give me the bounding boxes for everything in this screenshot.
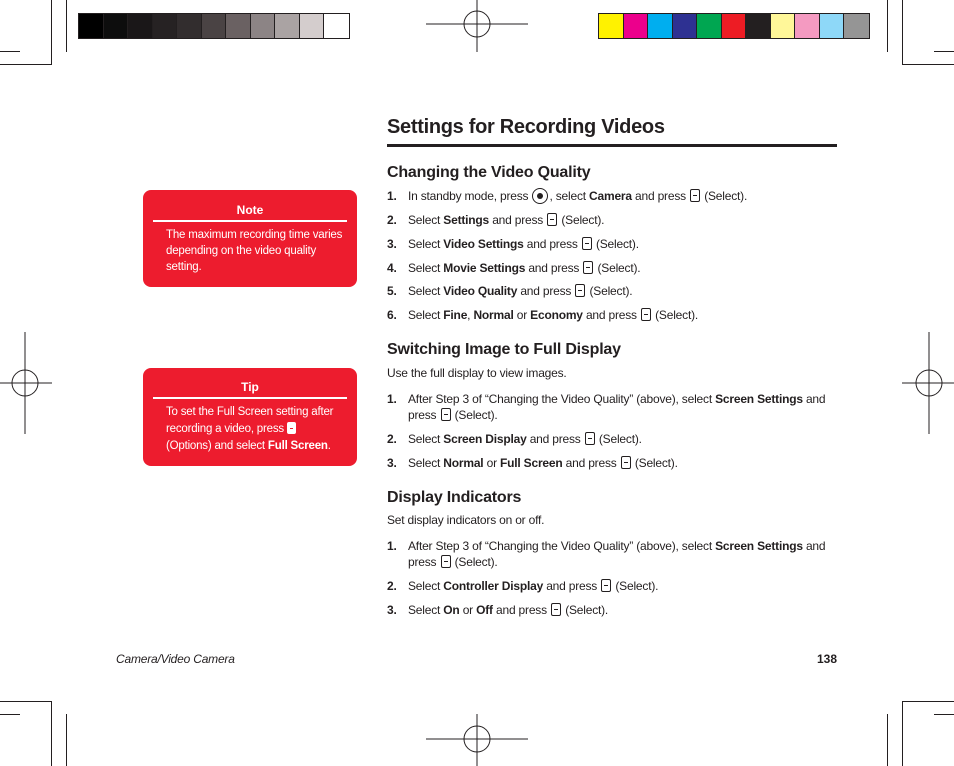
footer-section-name: Camera/Video Camera xyxy=(116,652,235,666)
color-swatch xyxy=(251,14,276,38)
color-swatch xyxy=(128,14,153,38)
color-swatch xyxy=(746,14,771,38)
section-intro: Use the full display to view images. xyxy=(387,366,567,380)
softkey-icon xyxy=(621,456,631,469)
color-swatch xyxy=(624,14,649,38)
softkey-icon xyxy=(582,237,592,250)
title-rule xyxy=(387,144,837,147)
color-swatch xyxy=(722,14,747,38)
grayscale-color-bar xyxy=(78,13,350,39)
color-swatch xyxy=(844,14,869,38)
note-line: The maximum recording time varies xyxy=(166,229,343,241)
softkey-icon xyxy=(583,261,593,274)
note-line: setting. xyxy=(166,261,202,273)
note-box xyxy=(143,190,357,287)
color-swatch xyxy=(104,14,129,38)
tip-line: To set the Full Screen setting after xyxy=(166,406,334,418)
tip-rule xyxy=(153,397,347,399)
tip-text: To set the Full Screen setting after recording a video, press (Options) and select Full Screen. xyxy=(166,404,346,455)
softkey-icon xyxy=(585,432,595,445)
section-heading-display-indicators: Display Indicators xyxy=(387,489,522,506)
registration-mark-top xyxy=(426,0,528,52)
color-swatch xyxy=(153,14,178,38)
tip-line: recording a video, press xyxy=(166,423,284,435)
section-intro: Set display indicators on or off. xyxy=(387,513,545,527)
softkey-icon xyxy=(551,603,561,616)
registration-mark-bottom xyxy=(426,714,528,766)
registration-mark-right xyxy=(902,332,954,434)
registration-mark-left xyxy=(0,332,52,434)
color-swatch xyxy=(226,14,251,38)
process-color-bar xyxy=(598,13,870,39)
color-swatch xyxy=(275,14,300,38)
note-rule xyxy=(153,220,347,222)
section-heading-video-quality: Changing the Video Quality xyxy=(387,164,591,181)
color-swatch xyxy=(673,14,698,38)
color-swatch xyxy=(697,14,722,38)
color-swatch xyxy=(177,14,202,38)
softkey-icon xyxy=(287,422,296,434)
color-swatch xyxy=(324,14,349,38)
color-swatch xyxy=(300,14,325,38)
note-line: depending on the video quality xyxy=(166,245,317,257)
color-swatch xyxy=(79,14,104,38)
tip-box xyxy=(143,368,357,466)
color-swatch xyxy=(795,14,820,38)
color-swatch xyxy=(599,14,624,38)
page-number: 138 xyxy=(816,652,837,666)
color-swatch xyxy=(202,14,227,38)
color-swatch xyxy=(820,14,845,38)
softkey-icon xyxy=(690,189,700,202)
page-title: Settings for Recording Videos xyxy=(387,116,665,138)
softkey-icon xyxy=(641,308,651,321)
softkey-icon xyxy=(547,213,557,226)
ok-key-icon xyxy=(532,188,548,204)
section-heading-full-display: Switching Image to Full Display xyxy=(387,341,621,358)
softkey-icon xyxy=(441,408,451,421)
color-swatch xyxy=(648,14,673,38)
softkey-icon xyxy=(601,579,611,592)
tip-heading: Tip xyxy=(241,380,259,394)
note-heading: Note xyxy=(236,203,264,217)
note-text xyxy=(166,227,346,275)
softkey-icon xyxy=(441,555,451,568)
color-swatch xyxy=(771,14,796,38)
softkey-icon xyxy=(575,284,585,297)
